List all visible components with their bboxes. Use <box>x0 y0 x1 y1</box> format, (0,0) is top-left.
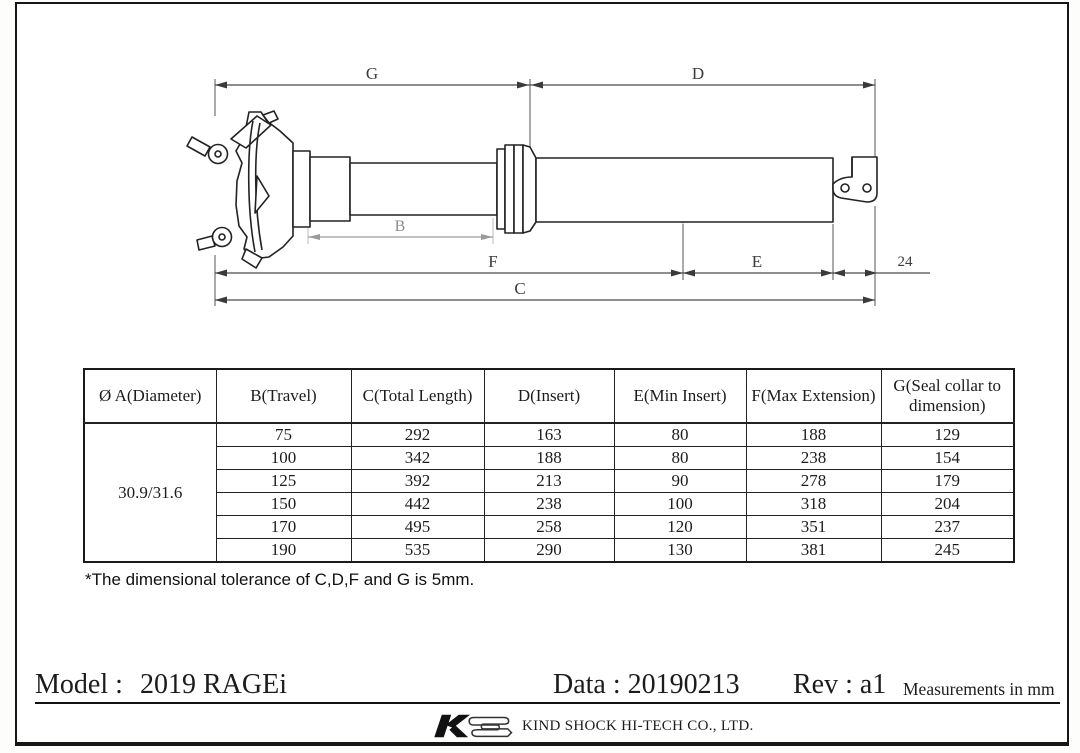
dim-label-24: 24 <box>897 254 913 270</box>
saddle-clamp-head <box>187 111 293 268</box>
cell-min-insert: 80 <box>614 423 746 447</box>
cell-seal-collar: 129 <box>881 423 1014 447</box>
cell-max-extension: 381 <box>746 539 881 563</box>
table-row <box>84 539 1014 563</box>
spec-table <box>83 368 1015 563</box>
cell-travel: 190 <box>216 539 351 563</box>
cell-total-length: 495 <box>351 516 484 539</box>
cell-max-extension: 188 <box>746 423 881 447</box>
cell-seal-collar: 245 <box>881 539 1014 563</box>
dim-label-g: G <box>365 64 379 83</box>
cell-travel: 170 <box>216 516 351 539</box>
dim-label-c: C <box>514 279 526 298</box>
cell-seal-collar: 237 <box>881 516 1014 539</box>
table-row <box>84 516 1014 539</box>
header-max-extension: F(Max Extension) <box>746 369 881 423</box>
cell-total-length: 342 <box>351 447 484 470</box>
header-travel: B(Travel) <box>216 369 351 423</box>
lower-tube <box>536 158 833 222</box>
model-value: 2019 RAGEi <box>140 669 287 700</box>
cell-max-extension: 238 <box>746 447 881 470</box>
header-min-insert: E(Min Insert) <box>614 369 746 423</box>
cell-min-insert: 120 <box>614 516 746 539</box>
ks-logo-icon <box>428 710 514 742</box>
cell-insert: 213 <box>484 470 614 493</box>
upper-tube <box>350 163 497 215</box>
cell-insert: 163 <box>484 423 614 447</box>
cell-min-insert: 130 <box>614 539 746 563</box>
cell-seal-collar: 154 <box>881 447 1014 470</box>
company-name: KIND SHOCK HI-TECH CO., LTD. <box>522 718 754 734</box>
cell-total-length: 292 <box>351 423 484 447</box>
cell-travel: 150 <box>216 493 351 516</box>
seatpost-technical-drawing <box>0 0 1080 345</box>
header-total-length: C(Total Length) <box>351 369 484 423</box>
cell-min-insert: 100 <box>614 493 746 516</box>
table-row <box>84 470 1014 493</box>
header-seal-collar: G(Seal collar to dimension) <box>881 369 1014 423</box>
cell-max-extension: 351 <box>746 516 881 539</box>
head-collar-step <box>310 157 350 221</box>
cell-total-length: 535 <box>351 539 484 563</box>
dim-label-b: B <box>394 218 406 235</box>
header-insert: D(Insert) <box>484 369 614 423</box>
dim-label-e: E <box>751 252 763 271</box>
table-row <box>84 423 1014 447</box>
revision-value: Rev : a1 <box>793 669 887 700</box>
seal-collar <box>497 145 536 233</box>
table-row <box>84 447 1014 470</box>
cell-travel: 75 <box>216 423 351 447</box>
spec-table-header-row <box>84 369 1014 423</box>
cell-insert: 188 <box>484 447 614 470</box>
cell-insert: 258 <box>484 516 614 539</box>
cell-insert: 290 <box>484 539 614 563</box>
cell-max-extension: 278 <box>746 470 881 493</box>
cell-travel: 125 <box>216 470 351 493</box>
cell-total-length: 392 <box>351 470 484 493</box>
units-note: Measurements in mm <box>903 679 1055 699</box>
dim-label-d: D <box>691 64 705 83</box>
title-block <box>0 669 1080 701</box>
date-value: Data : 20190213 <box>553 669 740 700</box>
cell-min-insert: 90 <box>614 470 746 493</box>
model-label: Model : <box>35 669 123 700</box>
tolerance-note: *The dimensional tolerance of C,D,F and G is 5mm. <box>85 570 475 589</box>
cell-travel: 100 <box>216 447 351 470</box>
diameter-cell: 30.9/31.6 <box>84 423 216 562</box>
cell-seal-collar: 204 <box>881 493 1014 516</box>
cell-total-length: 442 <box>351 493 484 516</box>
cell-max-extension: 318 <box>746 493 881 516</box>
cell-insert: 238 <box>484 493 614 516</box>
seatpost-body <box>187 111 877 268</box>
cell-min-insert: 80 <box>614 447 746 470</box>
table-row <box>84 493 1014 516</box>
head-collar <box>293 151 310 227</box>
cell-seal-collar: 179 <box>881 470 1014 493</box>
dim-label-f: F <box>488 252 498 271</box>
title-block-divider <box>35 702 1060 704</box>
actuator-bracket <box>833 157 877 202</box>
header-diameter: Ø A(Diameter) <box>84 369 216 423</box>
